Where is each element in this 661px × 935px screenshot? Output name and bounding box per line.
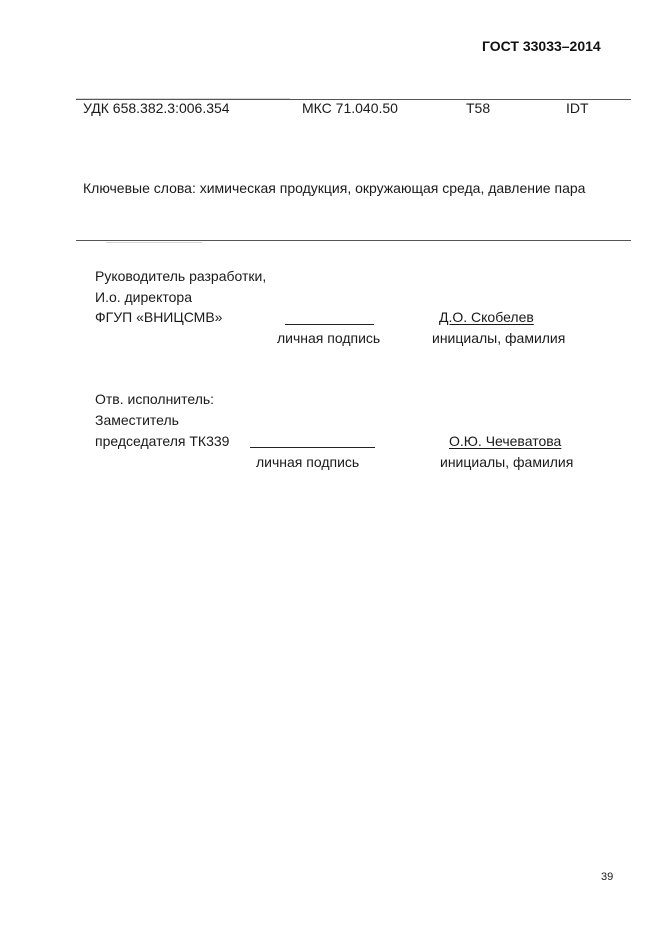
lead-signature-line [285, 324, 374, 325]
lead-role-line1: Руководитель разработки, [95, 268, 267, 284]
executor-signature-caption: личная подпись [256, 454, 360, 470]
executor-role-line2: Заместитель [95, 412, 179, 428]
executor-role-line1: Отв. исполнитель: [95, 391, 215, 407]
faint-divider-trace [76, 98, 290, 99]
bottom-divider [76, 240, 631, 241]
equivalence-degree: IDT [566, 100, 589, 116]
lead-signature-caption: личная подпись [277, 330, 381, 346]
lead-role-line2: И.о. директора [95, 289, 192, 305]
udk-code: УДК 658.382.3:006.354 [83, 100, 230, 116]
standard-id: ГОСТ 33033–2014 [482, 38, 601, 54]
keywords-paragraph: Ключевые слова: химическая продукция, окружающая среда, давление пара [83, 180, 586, 196]
mks-code: МКС 71.040.50 [302, 100, 398, 116]
executor-signature-line [250, 447, 375, 448]
executor-name: О.Ю. Чечеватова [449, 433, 562, 449]
page-number: 39 [601, 871, 614, 883]
executor-name-caption: инициалы, фамилия [440, 454, 574, 470]
lead-organization: ФГУП «ВНИЦСМВ» [95, 309, 223, 325]
executor-role-line3: председателя ТК339 [95, 433, 230, 449]
lead-name-caption: инициалы, фамилия [432, 330, 566, 346]
lead-name: Д.О. Скобелев [439, 309, 534, 325]
category-code: Т58 [466, 100, 491, 116]
faint-divider-trace-lower [106, 242, 202, 243]
